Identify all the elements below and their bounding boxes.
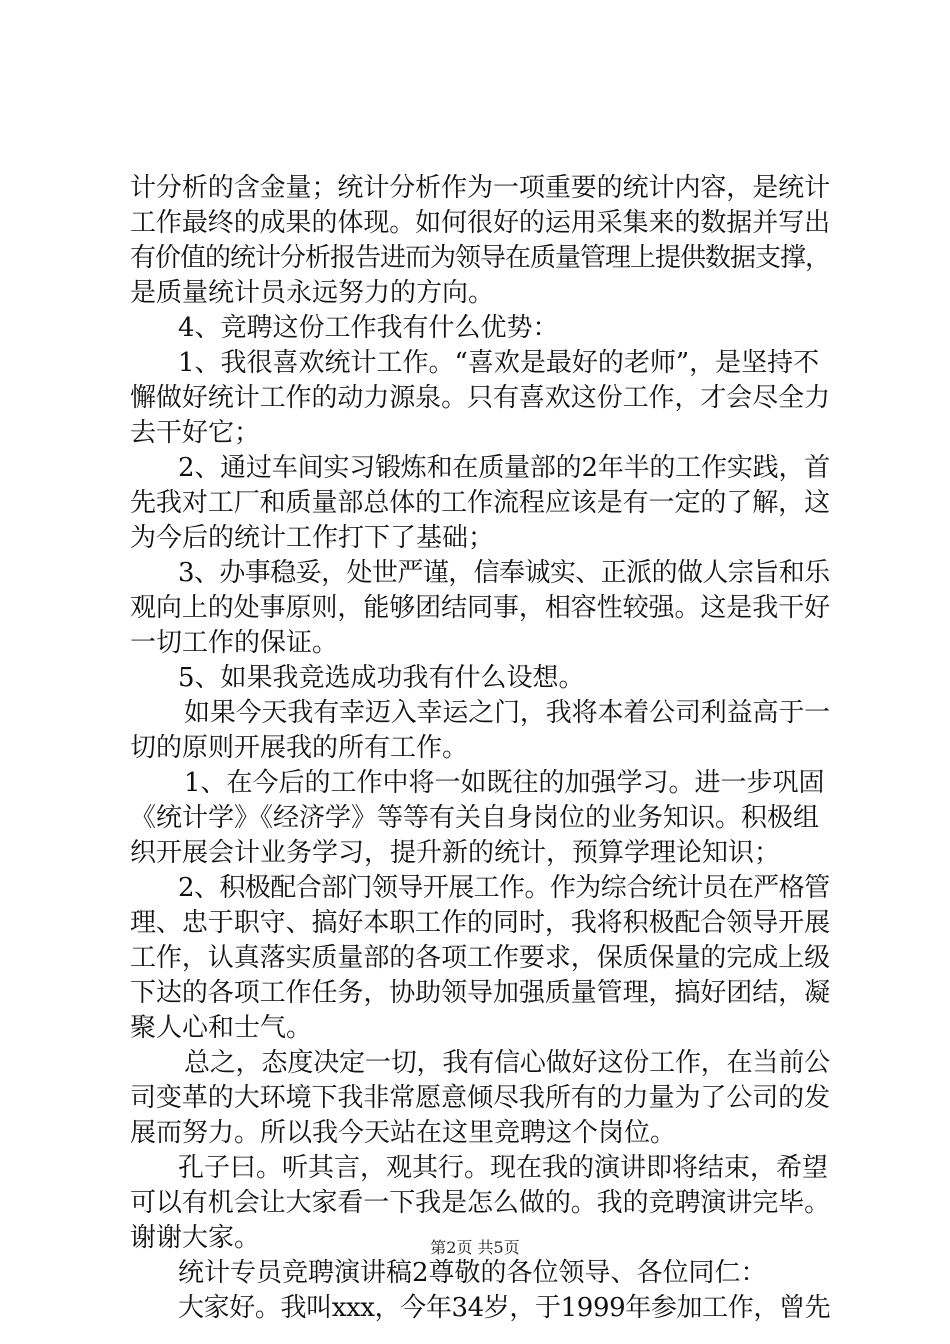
text-line: 为今后的统计工作打下了基础； (130, 523, 495, 553)
text-line: 理、忠于职守、搞好本职工作的同时，我将积极配合领导开展 (130, 908, 831, 938)
text-line: 1、我很喜欢统计工作。“喜欢是最好的老师”，是坚持不 (178, 348, 820, 378)
text-line: 一切工作的保证。 (130, 628, 339, 658)
text-line: 工作最终的成果的体现。如何很好的运用采集来的数据并写出 (130, 208, 831, 238)
text-line: 先我对工厂和质量部总体的工作流程应该是有一定的了解，这 (130, 488, 831, 518)
body-text (130, 171, 830, 1326)
text-line: 切的原则开展我的所有工作。 (130, 733, 469, 763)
text-line: 《统计学》《经济学》等等有关自身岗位的业务知识。积极组 (130, 803, 820, 833)
text-line: 1、在今后的工作中将一如既往的加强学习。进一步巩固 (184, 768, 825, 798)
text-line: 有价值的统计分析报告进而为领导在质量管理上提供数据支撑， (130, 243, 831, 273)
text-line: 观向上的处事原则，能够团结同事，相容性较强。这是我干好 (130, 593, 831, 623)
text-line: 展而努力。所以我今天站在这里竞聘这个岗位。 (130, 1118, 677, 1148)
text-line: 4、竞聘这份工作我有什么优势： (178, 313, 559, 343)
text-line: 3、办事稳妥，处世严谨，信奉诚实、正派的做人宗旨和乐 (178, 558, 830, 588)
text-line: 5、如果我竞选成功我有什么设想。 (178, 663, 585, 693)
text-line: 大家好。我叫xxx，今年34岁，于1999年参加工作，曾先 (178, 1293, 831, 1323)
text-line: 司变革的大环境下我非常愿意倾尽我所有的力量为了公司的发 (130, 1083, 831, 1113)
text-line: 是质量统计员永远努力的方向。 (130, 278, 495, 308)
text-line: 2、积极配合部门领导开展工作。作为综合统计员在严格管 (178, 873, 830, 903)
text-line: 去干好它； (130, 418, 261, 448)
text-line: 统计专员竞聘演讲稿2尊敬的各位领导、各位同仁： (178, 1258, 767, 1288)
text-line: 织开展会计业务学习，提升新的统计，预算学理论知识； (130, 838, 781, 868)
text-line: 谢谢大家。 (130, 1223, 261, 1253)
text-line: 总之，态度决定一切，我有信心做好这份工作，在当前公 (184, 1048, 831, 1078)
text-line: 懈做好统计工作的动力源泉。只有喜欢这份工作，才会尽全力 (130, 383, 831, 413)
text-line: 工作，认真落实质量部的各项工作要求，保质保量的完成上级 (130, 943, 831, 973)
text-line: 2、通过车间实习锻炼和在质量部的2年半的工作实践，首 (178, 453, 831, 483)
text-line: 如果今天我有幸迈入幸运之门，我将本着公司利益高于一 (184, 698, 831, 728)
text-line: 下达的各项工作任务，协助领导加强质量管理，搞好团结，凝 (130, 978, 831, 1008)
text-line: 孔子曰。听其言，观其行。现在我的演讲即将结束，希望 (178, 1153, 829, 1183)
text-line: 计分析的含金量；统计分析作为一项重要的统计内容，是统计 (130, 173, 831, 203)
text-line: 聚人心和士气。 (130, 1013, 313, 1043)
page-footer: 第2页 共5页 (430, 1238, 520, 1257)
text-line: 可以有机会让大家看一下我是怎么做的。我的竞聘演讲完毕。 (130, 1188, 831, 1218)
